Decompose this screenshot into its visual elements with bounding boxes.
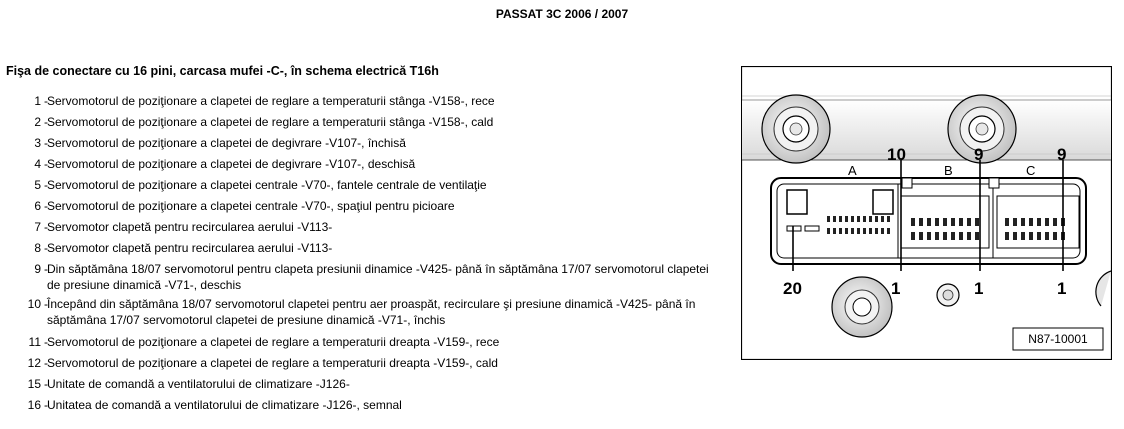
pin-description: Servomotor clapetă pentru recircularea aerului -V113- bbox=[47, 220, 333, 234]
pin-description: Unitate de comandă a ventilatorului de climatizare -J126- bbox=[47, 377, 350, 391]
pin-label-top-9-c: 9 bbox=[1057, 145, 1067, 164]
pin-description: Servomotorul de poziţionare a clapetei de reglare a temperaturii stânga -V158-, rece bbox=[47, 94, 495, 108]
pin-description: Din săptămâna 18/07 servomotorul pentru clapeta presiunii dinamice -V425- până în săptămâna 17/07 servomotorul clapetei de presiune dinamică -V71-, deschis bbox=[47, 262, 709, 292]
pin-number: 16 bbox=[27, 398, 41, 412]
pin-number: 12 bbox=[27, 356, 41, 370]
pin-description: Servomotorul de poziţionare a clapetei de degivrare -V107-, deschisă bbox=[47, 157, 416, 171]
section-heading: Fişa de conectare cu 16 pini, carcasa mufei -C-, în schema electrică T16h bbox=[6, 64, 439, 78]
pin-number: 1 bbox=[34, 94, 41, 108]
pin-number: 7 bbox=[34, 220, 41, 234]
pin-number: 3 bbox=[34, 136, 41, 150]
connector-figure bbox=[741, 66, 1112, 360]
pin-number: 9 bbox=[34, 262, 41, 276]
housing-label-b: B bbox=[944, 163, 953, 178]
pin-number: 5 bbox=[34, 178, 41, 192]
pin-description: Servomotorul de poziţionare a clapetei de degivrare -V107-, închisă bbox=[47, 136, 406, 150]
pin-description: Servomotorul de poziţionare a clapetei centrale -V70-, spaţiul pentru picioare bbox=[47, 199, 455, 213]
pin-description: Servomotor clapetă pentru recircularea aerului -V113- bbox=[47, 241, 333, 255]
pin-label-bottom-1-b: 1 bbox=[974, 279, 984, 298]
pin-description: Servomotorul de poziţionare a clapetei centrale -V70-, fantele centrale de ventilaţie bbox=[47, 178, 487, 192]
pin-number: 15 bbox=[27, 377, 41, 391]
housing-label-c: C bbox=[1026, 163, 1036, 178]
pin-label-top-9-b: 9 bbox=[974, 145, 984, 164]
pin-label-bottom-20: 20 bbox=[783, 279, 802, 298]
pin-number: 11 bbox=[28, 335, 41, 349]
pin-label-top-10: 10 bbox=[887, 145, 906, 164]
pin-number: 2 bbox=[34, 115, 41, 129]
pin-description: Servomotorul de poziţionare a clapetei de reglare a temperaturii dreapta -V159-, cald bbox=[47, 356, 498, 370]
pin-description: Unitatea de comandă a ventilatorului de climatizare -J126-, semnal bbox=[47, 398, 402, 412]
pin-number: 4 bbox=[34, 157, 41, 171]
pin-number: 8 bbox=[34, 241, 41, 255]
pin-label-bottom-1-a: 1 bbox=[891, 279, 901, 298]
document-title: PASSAT 3C 2006 / 2007 bbox=[495, 7, 629, 21]
figure-reference: N87-10001 bbox=[1028, 332, 1088, 346]
pin-description: Servomotorul de poziţionare a clapetei de reglare a temperaturii dreapta -V159-, rece bbox=[47, 335, 500, 349]
pin-number: 10 bbox=[27, 297, 41, 311]
housing-label-a: A bbox=[848, 163, 857, 178]
pin-label-bottom-1-c: 1 bbox=[1057, 279, 1067, 298]
pin-description: Începând din săptămâna 18/07 servomotorul clapetei pentru aer proaspăt, recirculare şi presiune dinamică -V425- până în săptămâna 17/07 servomotorul clapetei de presiune dinamică -V71-, închis bbox=[47, 297, 696, 327]
pin-number: 6 bbox=[34, 199, 41, 213]
mounting-bolt-left bbox=[762, 95, 830, 163]
pin-description: Servomotorul de poziţionare a clapetei de reglare a temperaturii stânga -V158-, cald bbox=[47, 115, 494, 129]
